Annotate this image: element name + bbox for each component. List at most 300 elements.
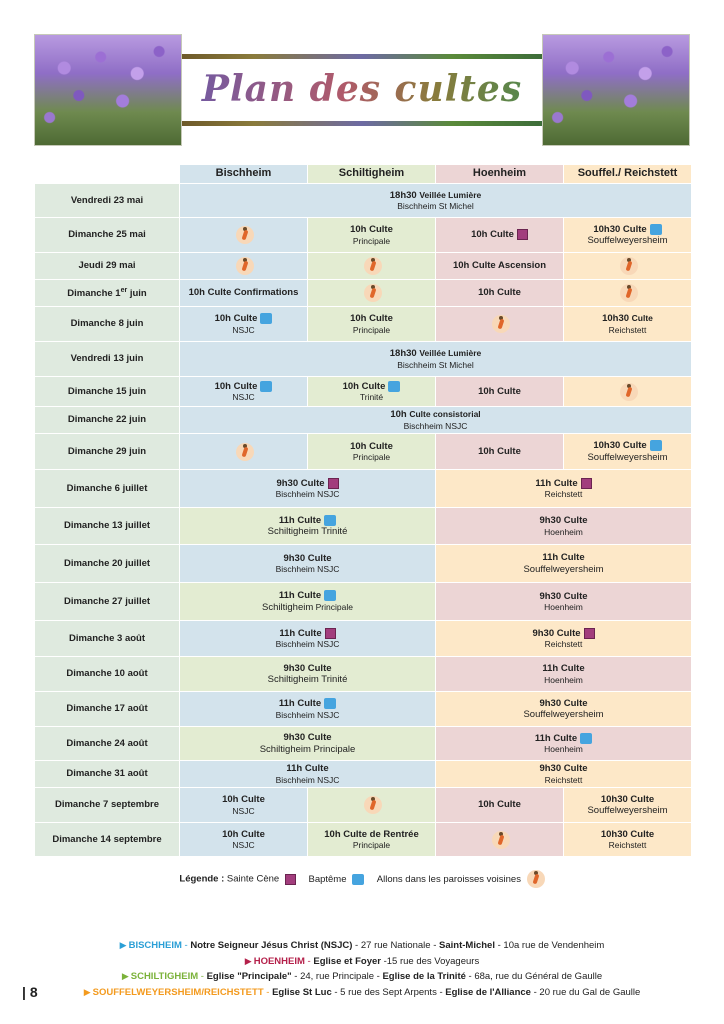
address-part: - — [181, 940, 191, 951]
service-location — [182, 840, 305, 850]
bapteme-icon — [324, 515, 336, 526]
day-label: Dimanche 27 juillet — [63, 595, 151, 607]
service-location-detail: Trinité — [359, 392, 384, 403]
address-part: - 68a, rue du Général de Gaulle — [465, 971, 603, 982]
service-time: 10h Culte — [214, 380, 258, 392]
schedule-row — [35, 657, 692, 692]
service-location — [182, 392, 305, 402]
schedule-cell — [180, 307, 308, 342]
service-time: 10h Culte — [350, 224, 393, 236]
schedule-cell — [436, 377, 564, 407]
lavender-photo-right — [542, 34, 690, 146]
service-location-detail: Bischheim NSJC — [275, 639, 340, 650]
bapteme-icon — [580, 733, 592, 744]
schedule-cell — [180, 407, 692, 434]
day-label: Vendredi 23 mai — [70, 194, 144, 206]
address-part: Eglise de l'Alliance — [445, 986, 531, 998]
address-part: - 20 rue du Gal de Gaulle — [530, 986, 641, 998]
service-line — [182, 794, 305, 805]
service-line — [182, 515, 433, 526]
service-line — [438, 478, 689, 489]
service-line — [182, 553, 433, 564]
bapteme-icon — [650, 440, 662, 451]
service-time: 10h Culte — [471, 229, 514, 241]
service-location-detail: Principale — [352, 840, 391, 851]
walk-icon — [620, 284, 638, 302]
day-label: Dimanche 3 août — [68, 632, 146, 644]
day-label: Dimanche 8 juin — [70, 318, 144, 330]
address-part: SCHILTIGHEIM — [130, 971, 199, 982]
schedule-day — [35, 342, 180, 377]
schedule-row — [35, 307, 692, 342]
schedule-body — [35, 184, 692, 857]
service-location — [566, 235, 689, 246]
service-extra: Veillée Lumière — [419, 189, 482, 200]
service-time: 10h30 — [602, 313, 630, 325]
day-label: Vendredi 13 juin — [70, 353, 144, 365]
schedule-day — [35, 621, 180, 657]
service-time: 10h30 Culte — [593, 440, 647, 452]
schedule-day — [35, 761, 180, 788]
schedule-cell — [436, 692, 692, 727]
header — [34, 34, 690, 148]
service-location-detail: Hoenheim — [544, 602, 583, 613]
service-line — [566, 440, 689, 451]
day-label: Dimanche 31 août — [66, 768, 148, 780]
address-part: Eglise St Luc — [272, 986, 332, 998]
service-line — [182, 348, 689, 359]
service-line — [182, 829, 305, 840]
service-time: 10h Culte — [214, 313, 258, 325]
schedule-cell — [180, 761, 436, 788]
address-part: HOENHEIM — [253, 955, 305, 967]
arrow-icon: ▶ — [121, 971, 129, 981]
cene-icon — [581, 478, 592, 489]
service-time: 10h Culte — [478, 445, 521, 457]
service-line — [182, 190, 689, 201]
schedule-row — [35, 470, 692, 508]
service-line — [182, 663, 433, 674]
service-extra: Culte — [631, 313, 653, 324]
bapteme-icon — [388, 381, 400, 392]
schedule-day — [35, 508, 180, 545]
schedule-cell — [308, 377, 436, 407]
service-location-detail: Bischheim NSJC — [275, 709, 340, 720]
bapteme-icon — [260, 313, 272, 324]
service-time: 10h Culte — [342, 380, 386, 392]
arrow-icon: ▶ — [119, 940, 127, 950]
service-time: 11h Culte — [279, 627, 322, 639]
schedule-cell — [180, 253, 308, 280]
service-time: 10h30 Culte — [600, 793, 655, 805]
page-number: | 8 — [22, 984, 38, 1000]
schedule-row — [35, 377, 692, 407]
service-line — [182, 313, 305, 324]
day-label: Dimanche 7 septembre — [54, 799, 159, 811]
walk-icon — [236, 226, 254, 244]
legend-voisines-label: Allons dans les paroisses voisines — [376, 873, 521, 885]
schedule-cell — [436, 823, 564, 857]
service-line — [310, 381, 433, 392]
service-time: 9h30 Culte — [539, 697, 588, 709]
service-line — [566, 313, 689, 324]
schedule-cell — [308, 218, 436, 253]
service-extra: Culte consistorial — [409, 409, 481, 420]
day-label: Dimanche 13 juillet — [63, 520, 151, 532]
arrow-icon: ▶ — [83, 986, 91, 997]
service-time: 10h Culte — [478, 799, 521, 811]
schedule-row — [35, 253, 692, 280]
service-line — [182, 732, 433, 743]
walk-icon — [364, 284, 382, 302]
service-location — [310, 392, 433, 402]
schedule-day — [35, 407, 180, 434]
schedule-day — [35, 727, 180, 761]
schedule-cell — [436, 545, 692, 583]
schedule-cell — [180, 727, 436, 761]
service-location — [438, 564, 689, 575]
service-time: 9h30 Culte — [539, 590, 588, 602]
column-header-schiltigheim: Schiltigheim — [308, 165, 436, 184]
service-time: 9h30 Culte — [539, 515, 588, 527]
schedule-cell — [436, 508, 692, 545]
schedule-day — [35, 307, 180, 342]
service-line — [438, 763, 689, 774]
service-line — [438, 229, 561, 240]
service-location-detail: Bischheim NSJC — [275, 564, 340, 575]
service-location-detail: Schiltigheim Principale — [259, 743, 356, 755]
address-part: - — [304, 955, 314, 967]
title-band-top-line — [182, 54, 542, 59]
schedule-cell — [308, 434, 436, 470]
schedule-cell — [180, 184, 692, 218]
schedule-cell — [564, 253, 692, 280]
service-location-detail: Principale — [352, 235, 391, 246]
column-header-hoenheim: Hoenheim — [436, 165, 564, 184]
walk-icon — [620, 257, 638, 275]
service-line — [438, 287, 561, 298]
service-line — [438, 446, 561, 457]
service-time: 9h30 Culte — [283, 552, 332, 564]
service-location — [438, 602, 689, 612]
schedule-day — [35, 545, 180, 583]
walk-icon — [364, 257, 382, 275]
service-location — [182, 526, 433, 537]
schedule-day — [35, 788, 180, 823]
day-label: Dimanche 10 août — [66, 668, 148, 680]
schedule-cell — [180, 657, 436, 692]
service-location-detail: NSJC — [232, 840, 255, 851]
service-line — [438, 260, 561, 271]
address-part: Notre Seigneur Jésus Christ (NSJC) — [190, 940, 353, 951]
title-band — [182, 54, 542, 126]
service-location — [182, 775, 433, 785]
schedule-cell — [436, 727, 692, 761]
service-time: 9h30 Culte — [283, 662, 332, 674]
service-time: 11h Culte — [278, 590, 322, 602]
schedule-cell — [436, 788, 564, 823]
service-location — [310, 452, 433, 462]
service-location-detail: Bischheim NSJC — [275, 774, 340, 785]
cene-icon — [325, 628, 336, 639]
service-time: 10h Culte — [222, 794, 265, 806]
service-location-main: Schiltigheim — [262, 601, 314, 613]
service-location-detail: Souffelweyersheim — [587, 451, 668, 463]
schedule-day — [35, 184, 180, 218]
schedule-cell — [180, 377, 308, 407]
schedule-row — [35, 508, 692, 545]
service-location-detail: Reichstett — [544, 639, 583, 650]
day-label: Jeudi 29 mai — [78, 260, 136, 272]
service-location-detail: NSJC — [232, 805, 255, 816]
schedule-row — [35, 692, 692, 727]
schedule-row — [35, 761, 692, 788]
schedule-cell — [180, 583, 436, 621]
service-location-detail: Reichstett — [544, 489, 583, 500]
walk-icon — [236, 443, 254, 461]
service-location — [182, 201, 689, 211]
schedule-cell — [180, 280, 308, 307]
schedule-cell — [436, 583, 692, 621]
header-corner — [35, 165, 180, 184]
schedule-day — [35, 377, 180, 407]
bapteme-icon — [260, 381, 272, 392]
column-header-bischheim: Bischheim — [180, 165, 308, 184]
service-time: 9h30 Culte — [283, 732, 332, 744]
day-label: Dimanche 29 juin — [67, 445, 147, 457]
service-line — [310, 224, 433, 235]
schedule-table — [34, 164, 692, 857]
schedule-cell — [564, 788, 692, 823]
service-location-detail: Hoenheim — [544, 674, 583, 685]
address-line — [0, 969, 724, 985]
service-line — [182, 478, 433, 489]
schedule-cell — [436, 280, 564, 307]
address-part: -15 rue des Voyageurs — [380, 955, 480, 967]
address-part: Eglise "Principale" — [206, 971, 292, 982]
schedule-day — [35, 583, 180, 621]
schedule-row — [35, 280, 692, 307]
schedule-cell — [180, 545, 436, 583]
service-location-detail: Reichstett — [608, 324, 647, 335]
service-line — [566, 794, 689, 805]
service-time: 11h Culte — [542, 663, 585, 675]
service-time: 10h30 Culte — [600, 828, 655, 840]
day-label-rest: juin — [127, 287, 147, 299]
service-time: 10h Culte Confirmations — [188, 287, 299, 299]
service-location — [438, 675, 689, 685]
service-time: 9h30 Culte — [276, 477, 325, 489]
address-part: - 10a rue de Vendenheim — [494, 940, 605, 951]
service-location — [566, 805, 689, 816]
schedule-row — [35, 434, 692, 470]
schedule-row — [35, 184, 692, 218]
address-line — [0, 954, 724, 970]
schedule-row — [35, 218, 692, 253]
service-location — [566, 840, 689, 850]
schedule-cell — [180, 434, 308, 470]
schedule-cell — [564, 823, 692, 857]
schedule-cell — [564, 280, 692, 307]
address-part: Eglise et Foyer — [313, 955, 381, 967]
schedule-day — [35, 218, 180, 253]
service-location — [438, 775, 689, 785]
service-location-detail: Hoenheim — [544, 744, 583, 755]
service-time: 10h Culte de Rentrée — [324, 828, 419, 840]
page-title: Plan des cultes — [182, 68, 542, 110]
schedule-cell — [436, 470, 692, 508]
schedule-cell — [564, 434, 692, 470]
service-location — [310, 840, 433, 850]
service-time: 11h Culte — [535, 477, 578, 489]
schedule-cell — [308, 280, 436, 307]
address-part: - 24, rue Principale - — [291, 971, 383, 982]
service-location-detail: Schiltigheim Trinité — [267, 674, 348, 685]
schedule-row — [35, 823, 692, 857]
schedule-day — [35, 253, 180, 280]
service-time: 10h30 Culte — [593, 223, 647, 235]
cene-icon — [584, 628, 595, 639]
service-time: 10h Culte — [478, 287, 521, 299]
address-part: - 27 rue Nationale - — [352, 940, 440, 951]
walk-icon — [236, 257, 254, 275]
address-part: - 5 rue des Sept Arpents - — [331, 986, 446, 998]
schedule-cell — [180, 621, 436, 657]
service-line — [182, 409, 689, 420]
service-time: 9h30 Culte — [539, 763, 588, 775]
service-location-detail: Reichstett — [608, 840, 647, 851]
address-part: - — [198, 971, 207, 982]
cene-icon — [328, 478, 339, 489]
address-part: Eglise de la Trinité — [382, 971, 466, 982]
service-line — [566, 829, 689, 840]
schedule-row — [35, 788, 692, 823]
schedule-cell — [436, 657, 692, 692]
day-label: Dimanche 17 août — [66, 703, 148, 715]
schedule-day — [35, 280, 180, 307]
schedule-cell — [308, 788, 436, 823]
schedule-cell — [436, 253, 564, 280]
service-line — [566, 224, 689, 235]
service-line — [438, 515, 689, 526]
service-line — [182, 628, 433, 639]
day-label: Dimanche 6 juillet — [66, 482, 148, 494]
service-line — [182, 287, 305, 298]
service-line — [438, 591, 689, 602]
address-part: BISCHHEIM — [128, 940, 182, 951]
schedule-row — [35, 583, 692, 621]
service-location — [182, 806, 305, 816]
addresses — [0, 938, 724, 1000]
service-time: 11h Culte — [278, 698, 322, 710]
address-line — [0, 938, 724, 954]
schedule-cell — [436, 434, 564, 470]
service-location-detail: Souffelweyersheim — [587, 805, 668, 816]
service-location-detail: Bischheim NSJC — [275, 489, 340, 500]
legend-label: Légende : — [179, 873, 225, 885]
schedule-cell — [308, 253, 436, 280]
schedule-day — [35, 434, 180, 470]
legend — [0, 870, 724, 888]
service-location — [438, 527, 689, 537]
schedule-day — [35, 657, 180, 692]
day-label: Dimanche 25 mai — [68, 229, 146, 241]
service-time: 18h30 — [389, 189, 417, 201]
service-time: 11h Culte — [534, 732, 578, 744]
day-label: Dimanche 24 août — [66, 737, 148, 749]
service-location — [566, 452, 689, 463]
service-location — [182, 421, 689, 431]
service-line — [310, 829, 433, 840]
service-location — [438, 639, 689, 649]
arrow-icon: ▶ — [244, 955, 252, 966]
service-location-detail: Reichstett — [544, 774, 583, 785]
schedule-cell — [436, 307, 564, 342]
schedule-row — [35, 342, 692, 377]
schedule-cell — [308, 307, 436, 342]
service-location-detail: Bischheim St Michel — [397, 359, 474, 370]
service-time: 11h Culte — [286, 763, 329, 775]
address-part: Saint-Michel — [439, 940, 495, 951]
schedule-day — [35, 823, 180, 857]
address-part: - — [263, 986, 273, 998]
schedule-row — [35, 545, 692, 583]
schedule-day — [35, 470, 180, 508]
schedule-cell — [436, 621, 692, 657]
service-time: 10h Culte — [222, 828, 265, 840]
day-label: Dimanche 20 juillet — [63, 557, 151, 569]
service-location-detail: Principale — [352, 324, 391, 335]
service-location-detail: Hoenheim — [544, 526, 583, 537]
service-location-detail: NSJC — [232, 392, 255, 403]
schedule-cell — [180, 508, 436, 545]
service-line — [438, 386, 561, 397]
service-location — [182, 744, 433, 755]
service-location — [182, 710, 433, 720]
service-line — [438, 663, 689, 674]
schedule-row — [35, 727, 692, 761]
service-time: 10h Culte Ascension — [452, 260, 547, 272]
schedule-cell — [180, 823, 308, 857]
day-label: Dimanche 15 juin — [67, 385, 147, 397]
schedule-cell — [180, 692, 436, 727]
service-line — [182, 381, 305, 392]
service-location — [182, 602, 433, 613]
day-label: Dimanche 22 juin — [67, 414, 147, 426]
service-line — [438, 552, 689, 563]
service-location-detail: Schiltigheim Trinité — [267, 526, 348, 537]
service-line — [438, 698, 689, 709]
schedule-cell — [180, 470, 436, 508]
service-location-detail: Principale — [313, 601, 353, 612]
service-time: 11h Culte — [278, 514, 322, 526]
schedule-row — [35, 621, 692, 657]
service-line — [310, 313, 433, 324]
bapteme-icon — [324, 590, 336, 601]
cene-icon — [285, 874, 296, 885]
lavender-photo-left — [34, 34, 182, 146]
service-time: 10h Culte — [478, 385, 521, 397]
title-band-bottom-line — [182, 121, 542, 126]
service-location — [182, 564, 433, 574]
service-line — [438, 733, 689, 744]
service-location — [438, 489, 689, 499]
schedule-cell — [308, 823, 436, 857]
service-time: 11h Culte — [542, 552, 585, 564]
day-label: Dimanche 1 — [67, 287, 121, 299]
address-part: SOUFFELWEYERSHEIM/REICHSTETT — [92, 986, 264, 998]
service-location — [182, 325, 305, 335]
